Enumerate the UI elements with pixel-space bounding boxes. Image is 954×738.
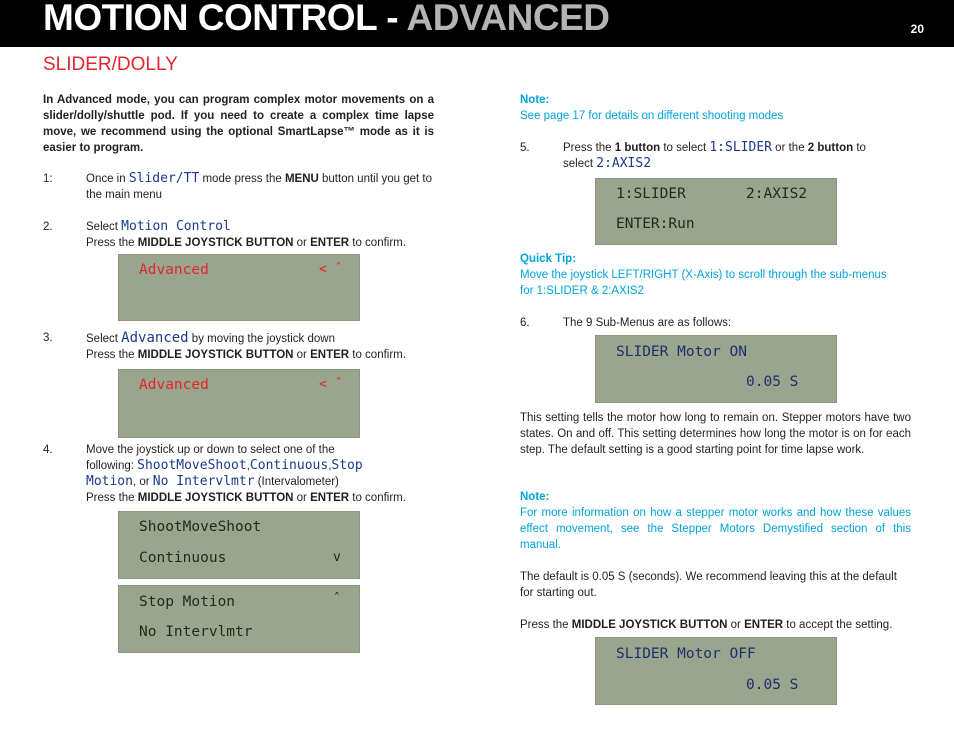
- lcd-advanced-2: Advanced < ˆ: [118, 369, 360, 438]
- page-title: MOTION CONTROL - ADVANCED: [43, 0, 610, 38]
- step-1-number: 1:: [43, 173, 53, 185]
- step-3-text: Select Advanced by moving the joystick down Press the MIDDLE JOYSTICK BUTTON or ENTER to confirm.: [86, 330, 406, 361]
- section-title: SLIDER/DOLLY: [43, 54, 178, 75]
- step-4-number: 4.: [43, 444, 53, 456]
- lcd-advanced-1: Advanced < ˆ: [118, 254, 360, 321]
- note-2-label: Note:: [520, 491, 550, 503]
- step-5-text: Press the 1 button to select 1:SLIDER or the 2 button to select 2:AXIS2: [563, 140, 866, 171]
- note-2-text: For more information on how a stepper motor works and how these values effect movement, see the Stepper Motors Demystified section of this manual.: [520, 507, 911, 551]
- intro-paragraph: In Advanced mode, you can program complex motor movements on a slider/dolly/shuttle pod. If you need to create a complex time lapse move, we recommend using the optional SmartLapse™ mode as it is easier to program.: [43, 94, 434, 154]
- step-4-text: Move the joystick up or down to select one of the following: ShootMoveShoot,Continuous,Stop Motion, or No Intervlmtr (Intervalometer) Press the MIDDLE JOYSTICK BUTTON or ENTER to confirm.: [86, 444, 406, 504]
- step-1-text: Once in Slider/TT mode press the MENU button until you get to the main menu: [86, 171, 432, 201]
- lcd-axis-select: 1:SLIDER 2:AXIS2 ENTER:Run: [595, 178, 837, 245]
- step-2-number: 2.: [43, 221, 53, 233]
- motor-description: This setting tells the motor how long to remain on. Stepper motors have two states. On and off. This setting determines how long the motor is on for each step. The default setting is a good starting point for time lapse work.: [520, 412, 911, 456]
- default-paragraph: The default is 0.05 S (seconds). We recommend leaving this at the default for starting out.: [520, 571, 897, 599]
- lcd-motor-on: SLIDER Motor ON 0.05 S: [595, 335, 837, 403]
- lcd-motor-off: SLIDER Motor OFF 0.05 S: [595, 637, 837, 705]
- lcd-mode-list-1: ShootMoveShoot Continuous v: [118, 511, 360, 579]
- step-6-number: 6.: [520, 317, 530, 329]
- accept-paragraph: Press the MIDDLE JOYSTICK BUTTON or ENTER to accept the setting.: [520, 619, 893, 631]
- quick-tip-label: Quick Tip:: [520, 253, 577, 265]
- step-2-text: Select Motion Control Press the MIDDLE JOYSTICK BUTTON or ENTER to confirm.: [86, 219, 406, 249]
- page-header: [0, 0, 954, 47]
- page-number: 20: [910, 22, 924, 36]
- step-1-lcd-word: Slider/TT: [128, 171, 200, 186]
- step-3-number: 3.: [43, 332, 53, 344]
- note-1-label: Note:: [520, 94, 550, 106]
- note-1-text: See page 17 for details on different shooting modes: [520, 110, 784, 122]
- lcd-mode-list-2: Stop Motion No Intervlmtr ˆ: [118, 585, 360, 653]
- quick-tip-text: Move the joystick LEFT/RIGHT (X-Axis) to scroll through the sub-menus for 1:SLIDER & 2:AXIS2: [520, 269, 887, 297]
- step-6-text: The 9 Sub-Menus are as follows:: [563, 317, 732, 329]
- step-5-number: 5.: [520, 142, 530, 154]
